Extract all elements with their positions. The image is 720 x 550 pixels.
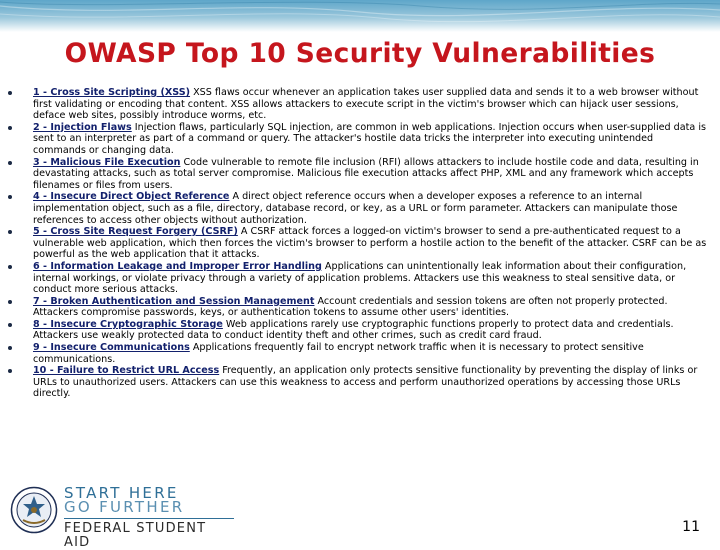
item-heading: 6 - Information Leakage and Improper Error Handling [33,260,322,272]
bullet-icon [8,126,12,130]
item-text: Code vulnerable to remote file inclusion (RFI) allows attackers to include hostile code and data, resulting in devastating attacks, such as total server compromise. Malicious file execution attacks affect PHP, XML and any framework which accepts filenames or files from users. [33,156,699,191]
header-pattern [0,0,720,32]
item-text: Web applications rarely use cryptographic functions properly to protect data and credentials. Attackers use weakly protected data to conduct identity theft and other crimes, such as credit card fraud. [33,318,674,342]
item-heading: 8 - Insecure Cryptographic Storage [33,318,223,330]
logo-wordmark [64,486,234,550]
list-item [8,261,708,296]
item-text: A direct object reference occurs when a developer exposes a reference to an internal implementation object, such as a file, directory, database record, or key, as a URL or form parameter. Attackers can manipulate those references to access other objects without authorization. [33,191,678,226]
item-text: Frequently, an application only protects sensitive functionality by preventing the display of links or URLs to unauthorized users. Attackers can use this weakness to access and perform unauthorized operations by accessing those URLs directly. [33,365,698,400]
bullet-icon [8,91,12,95]
list-item [8,191,708,226]
list-item [8,122,708,157]
logo-start-here: START HERE [64,484,179,502]
item-heading: 7 - Broken Authentication and Session Management [33,295,315,307]
list-item [8,157,708,192]
list-item [8,365,708,400]
item-heading: 9 - Insecure Communications [33,342,190,354]
item-heading: 3 - Malicious File Execution [33,156,181,168]
item-text: Applications frequently fail to encrypt network traffic when it is necessary to protect sensitive communications. [33,342,644,365]
item-text: Injection flaws, particularly SQL injection, are common in web applications. Injection occurs when user-supplied data is sent to an interpreter as part of a command or query. The attacker's hostile data tricks the interpreter into executing unintended commands or changing data. [33,121,706,156]
bullet-icon [8,323,12,327]
department-seal-icon [10,486,58,534]
fsa-logo [8,484,228,550]
item-heading: 4 - Insecure Direct Object Reference [33,191,230,203]
bullet-icon [8,195,12,199]
item-text: Applications can unintentionally leak information about their configuration, internal workings, or violate privacy through a variety of application problems. Attackers use this weakness to steal sensitive data, or conduct more serious attacks. [33,260,687,296]
bullet-icon [8,346,12,350]
bullet-icon [8,230,12,234]
bullet-icon [8,161,12,165]
list-item [8,296,708,319]
list-item [8,319,708,342]
page-title: OWASP Top 10 Security Vulnerabilities [64,38,656,69]
list-item [8,87,708,122]
page-number: 11 [682,519,700,535]
logo-go-further: GO FURTHER [64,498,185,516]
bullet-icon [8,265,12,269]
item-heading: 2 - Injection Flaws [33,121,132,133]
item-text: XSS flaws occur whenever an application takes user supplied data and sends it to a web browser without first validating or encoding that content. XSS allows attackers to execute script in the victim's browser which can hijack user sessions, deface web sites, possibly introduce worms, etc. [33,87,699,122]
header-band [0,0,720,32]
list-item [8,226,708,261]
bullet-icon [8,369,12,373]
item-text: A CSRF attack forces a logged-on victim's browser to send a pre-authenticated request to a vulnerable web application, which then forces the victim's browser to perform a hostile action to the benefit of the attacker. CSRF can be as powerful as the web application that it attacks. [33,226,707,261]
item-heading: 10 - Failure to Restrict URL Access [33,365,220,377]
item-heading: 5 - Cross Site Request Forgery (CSRF) [33,226,238,238]
bullet-icon [8,300,12,304]
vulnerability-list [8,87,708,400]
logo-federal-student-aid: FEDERAL STUDENT AID [64,518,234,550]
item-text: Account credentials and session tokens are often not properly protected. Attackers compromise passwords, keys, or authentication tokens to assume other users' identities. [33,295,668,319]
list-item [8,342,708,365]
item-heading: 1 - Cross Site Scripting (XSS) [33,87,191,98]
